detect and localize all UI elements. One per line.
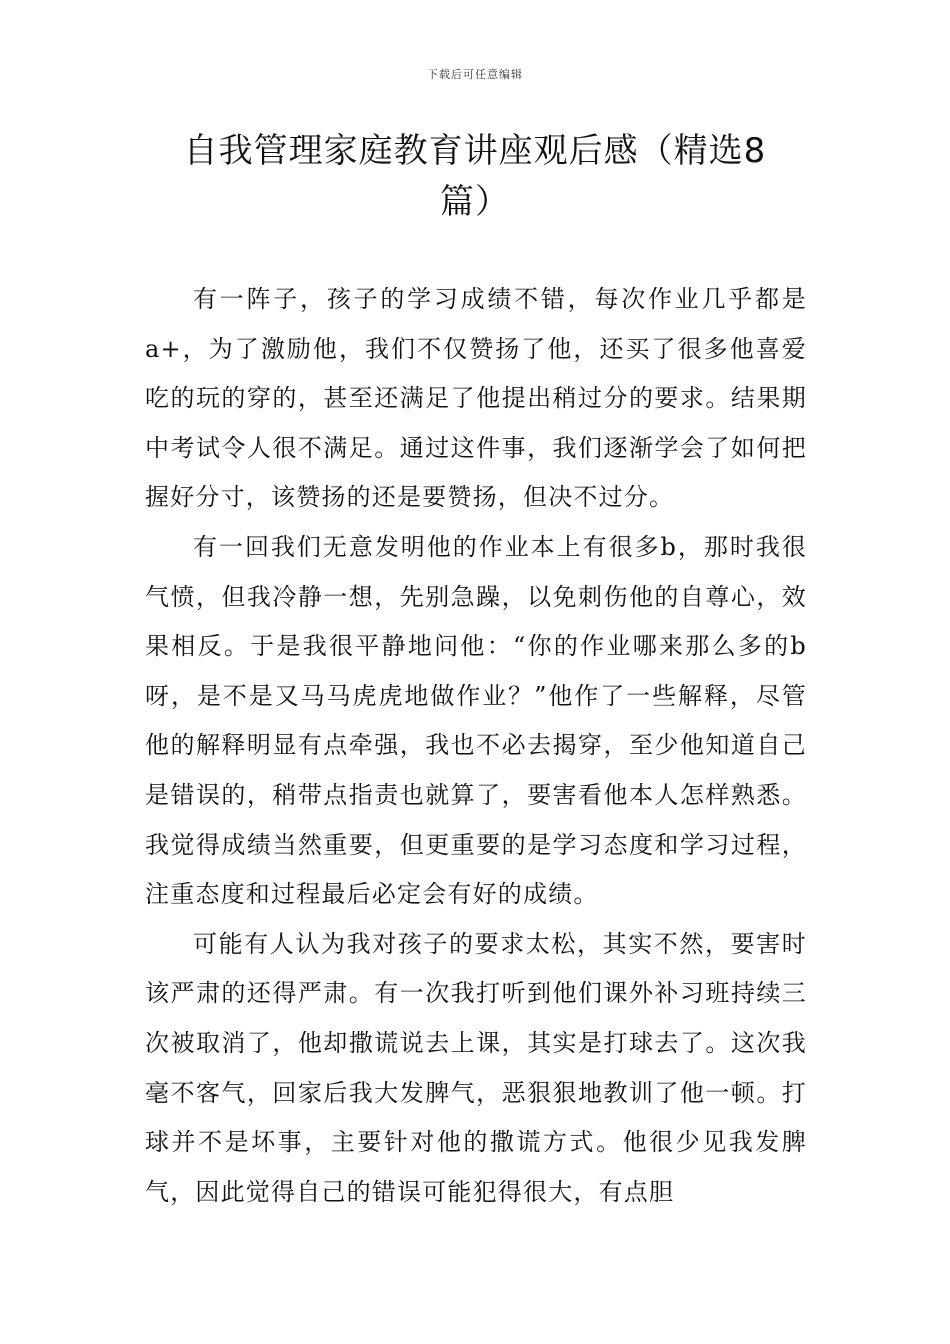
paragraph-1: 有一阵子，孩子的学习成绩不错，每次作业几乎都是a+，为了激励他，我们不仅赞扬了他，还买了很多他喜爱吃的玩的穿的，甚至还满足了他提出稍过分的要求。结果期中考试令人很不满足。通过这件事，我们逐渐学会了如何把握好分寸，该赞扬的还是要赞扬，但决不过分。 — [145, 285, 807, 512]
paragraph-2: 有一回我们无意发明他的作业本上有很多b，那时我很气愤，但我冷静一想，先别急躁，以免刺伤他的自尊心，效果相反。于是我很平静地问他：“你的作业哪来那么多的b呀，是不是又马马虎虎地做作业？”他作了一些解释，尽管他的解释明显有点牵强，我也不必去揭穿，至少他知道自己是错误的，稍带点指责也就算了，要害看他本人怎样熟悉。我觉得成绩当然重要，但更重要的是学习态度和学习过程，注重态度和过程最后必定会有好的成绩。 — [145, 532, 807, 909]
document-body — [145, 275, 807, 1217]
header-note: 下载后可任意编辑 — [427, 68, 523, 81]
paragraph-3: 可能有人认为我对孩子的要求太松，其实不然，要害时该严肃的还得严肃。有一次我打听到他们课外补习班持续三次被取消了，他却撒谎说去上课，其实是打球去了。这次我毫不客气，回家后我大发脾气，恶狠狠地教训了他一顿。打球并不是坏事，主要针对他的撒谎方式。他很少见我发脾气，因此觉得自己的错误可能犯得很大，有点胆 — [145, 929, 807, 1206]
document-title: 自我管理家庭教育讲座观后感（精选8篇） — [183, 131, 767, 222]
